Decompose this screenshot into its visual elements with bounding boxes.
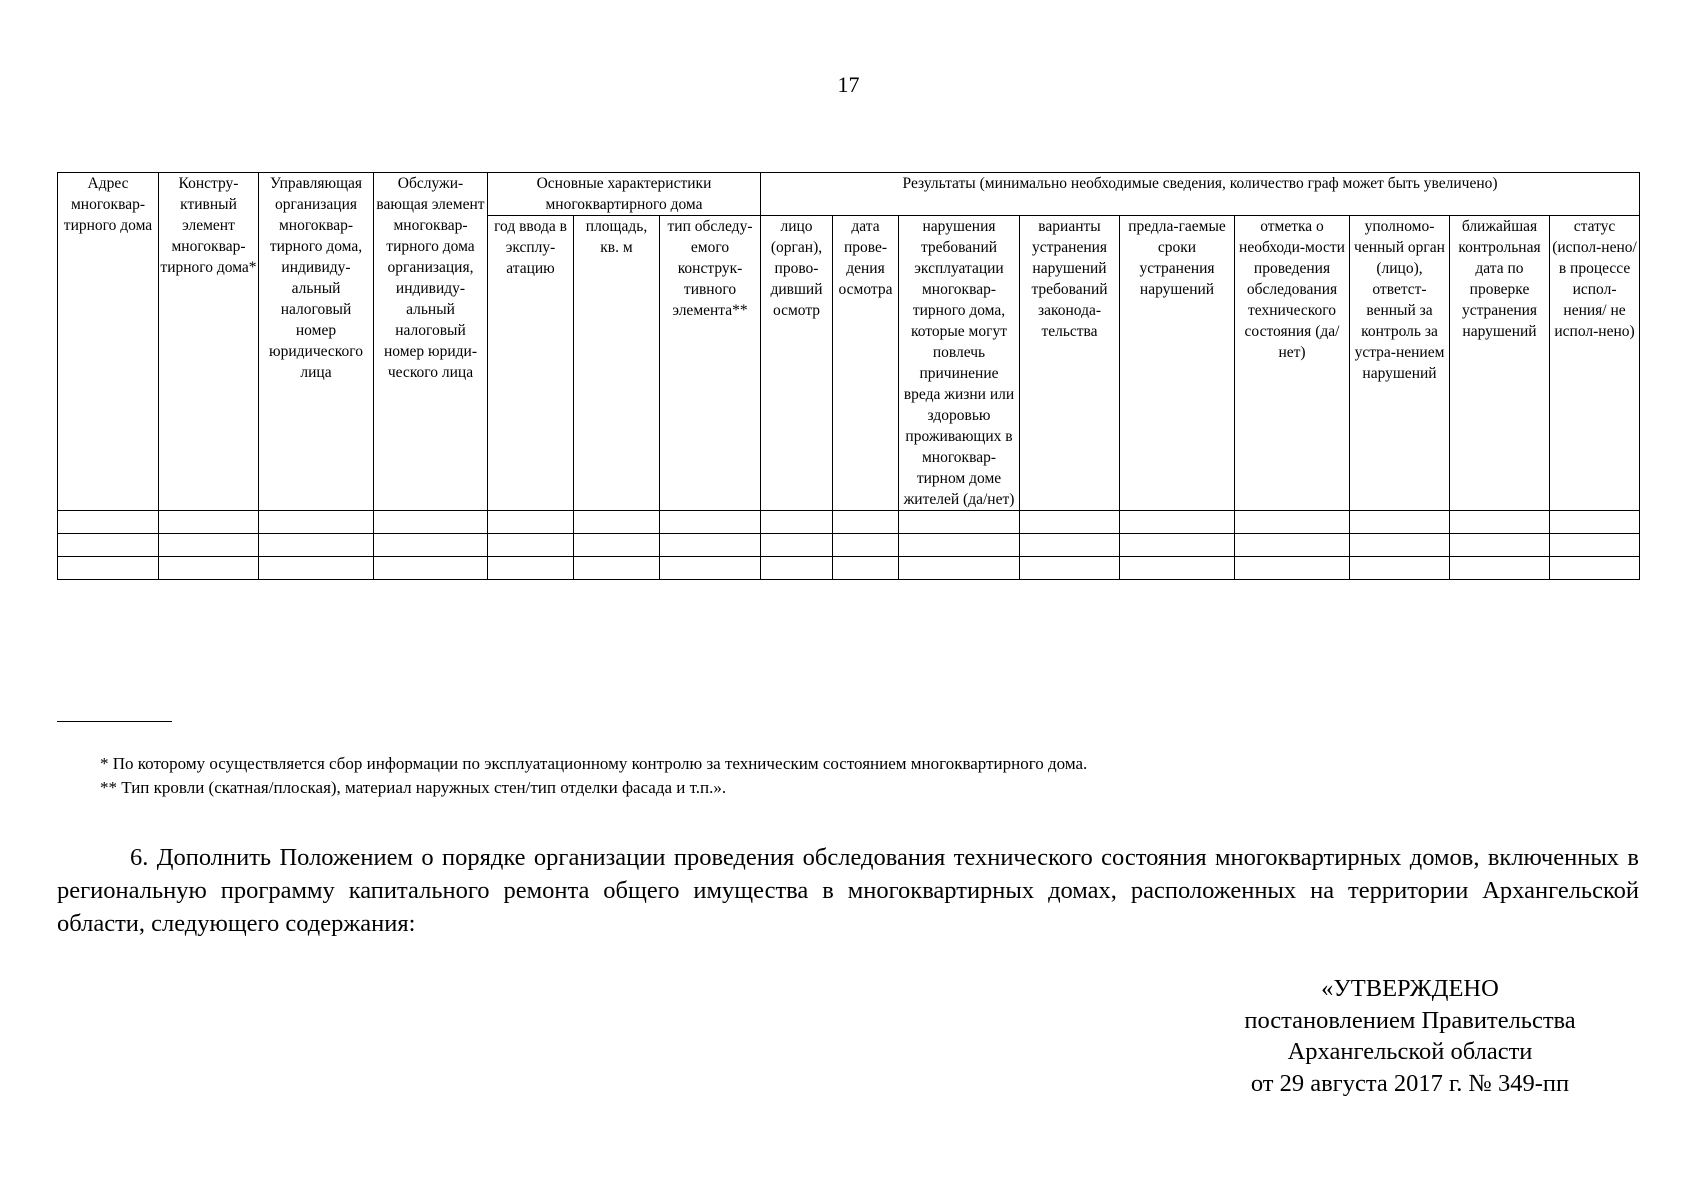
header-structural-element: Констру-ктивный элемент многоквар-тирного дома* bbox=[159, 173, 259, 511]
header-area: площадь, кв. м bbox=[574, 216, 660, 511]
table-cell bbox=[488, 511, 574, 534]
table-cell bbox=[1450, 511, 1550, 534]
table-cell bbox=[660, 557, 761, 580]
header-management-company: Управляющая организация многоквар-тирного дома, индивиду-альный налоговый номер юридического лица bbox=[259, 173, 374, 511]
header-inspector: лицо (орган), прово-дивший осмотр bbox=[761, 216, 833, 511]
footnotes bbox=[100, 752, 1087, 800]
table-cell bbox=[1235, 511, 1350, 534]
table-cell bbox=[1120, 511, 1235, 534]
header-service-company: Обслужи-вающая элемент многоквар-тирного дома организация, индивиду-альный налоговый номер юриди-ческого лица bbox=[374, 173, 488, 511]
table-header-row-group bbox=[58, 173, 1640, 216]
table-cell bbox=[488, 557, 574, 580]
table-cell bbox=[159, 534, 259, 557]
table-row bbox=[58, 511, 1640, 534]
table-row bbox=[58, 557, 1640, 580]
table-cell bbox=[1235, 534, 1350, 557]
inspection-results-table bbox=[57, 172, 1640, 580]
approval-stamp bbox=[1180, 973, 1640, 1099]
table-cell bbox=[259, 534, 374, 557]
table-cell bbox=[58, 534, 159, 557]
header-address: Адрес многоквар-тирного дома bbox=[58, 173, 159, 511]
header-terms: предла-гаемые сроки устранения нарушений bbox=[1120, 216, 1235, 511]
header-main-characteristics: Основные характеристики многоквартирного дома bbox=[488, 173, 761, 216]
table-cell bbox=[159, 557, 259, 580]
table-cell bbox=[1235, 557, 1350, 580]
table-cell bbox=[833, 557, 899, 580]
table-cell bbox=[574, 557, 660, 580]
table-cell bbox=[374, 534, 488, 557]
footnote-separator bbox=[57, 721, 172, 722]
header-inspection-date: дата прове-дения осмотра bbox=[833, 216, 899, 511]
table-cell bbox=[58, 511, 159, 534]
page-number: 17 bbox=[837, 72, 860, 97]
footnote-2: ** Тип кровли (скатная/плоская), материал наружных стен/тип отделки фасада и т.п.». bbox=[100, 778, 727, 797]
table-cell bbox=[374, 557, 488, 580]
table-cell bbox=[1550, 534, 1640, 557]
table-cell bbox=[833, 534, 899, 557]
approval-line-4: от 29 августа 2017 г. № 349-пп bbox=[1250, 1069, 1570, 1097]
footnote-1: * По которому осуществляется сбор информации по эксплуатационному контролю за техническим состоянием многоквартирного дома. bbox=[100, 754, 1088, 773]
header-year: год ввода в эксплу-атацию bbox=[488, 216, 574, 511]
table-cell bbox=[1120, 534, 1235, 557]
table-cell bbox=[1020, 534, 1120, 557]
table-cell bbox=[1450, 534, 1550, 557]
table-cell bbox=[1350, 511, 1450, 534]
table-cell bbox=[58, 557, 159, 580]
header-violations: нарушения требований эксплуатации многоквар-тирного дома, которые могут повлечь причинение вреда жизни или здоровью проживающих в многоквар-тирном доме жителей (да/нет) bbox=[899, 216, 1020, 511]
table-cell bbox=[1350, 534, 1450, 557]
table-cell bbox=[574, 534, 660, 557]
table-cell bbox=[761, 511, 833, 534]
table-cell bbox=[259, 557, 374, 580]
table-cell bbox=[374, 511, 488, 534]
table-cell bbox=[1550, 557, 1640, 580]
table-cell bbox=[899, 534, 1020, 557]
table-cell bbox=[259, 511, 374, 534]
table-cell bbox=[660, 534, 761, 557]
header-element-type: тип обследу-емого конструк-тивного элемента** bbox=[660, 216, 761, 511]
table-cell bbox=[1350, 557, 1450, 580]
table-cell bbox=[1450, 557, 1550, 580]
table-cell bbox=[488, 534, 574, 557]
header-authorized-body: уполномо-ченный орган (лицо), ответст-венный за контроль за устра-нением нарушений bbox=[1350, 216, 1450, 511]
header-results: Результаты (минимально необходимые сведения, количество граф может быть увеличено) bbox=[761, 173, 1640, 216]
table-row bbox=[58, 534, 1640, 557]
table-cell bbox=[761, 557, 833, 580]
header-control-date: ближайшая контрольная дата по проверке устранения нарушений bbox=[1450, 216, 1550, 511]
header-status: статус (испол-нено/ в процессе испол-нения/ не испол-нено) bbox=[1550, 216, 1640, 511]
approval-line-3: Архангельской области bbox=[1287, 1038, 1533, 1065]
header-remedies: варианты устранения нарушений требований законода-тельства bbox=[1020, 216, 1120, 511]
approval-line-1: «УТВЕРЖДЕНО bbox=[1321, 975, 1499, 1002]
table-cell bbox=[1020, 511, 1120, 534]
table-cell bbox=[159, 511, 259, 534]
approval-line-2: постановлением Правительства bbox=[1244, 1006, 1576, 1034]
body-paragraph: 6. Дополнить Положением о порядке организации проведения обследования технического состояния многоквартирных домов, включенных в региональную программу капитального ремонта общего имущества в многоквартирных домах, расположенных на территории Архангельской области, следующего содержания: bbox=[57, 844, 1639, 937]
table-cell bbox=[1550, 511, 1640, 534]
table-cell bbox=[660, 511, 761, 534]
table-cell bbox=[574, 511, 660, 534]
header-survey-mark: отметка о необходи-мости проведения обследования технического состояния (да/нет) bbox=[1235, 216, 1350, 511]
table-cell bbox=[1120, 557, 1235, 580]
table-cell bbox=[1020, 557, 1120, 580]
table-cell bbox=[833, 511, 899, 534]
table-cell bbox=[761, 534, 833, 557]
table-cell bbox=[899, 557, 1020, 580]
table-cell bbox=[899, 511, 1020, 534]
